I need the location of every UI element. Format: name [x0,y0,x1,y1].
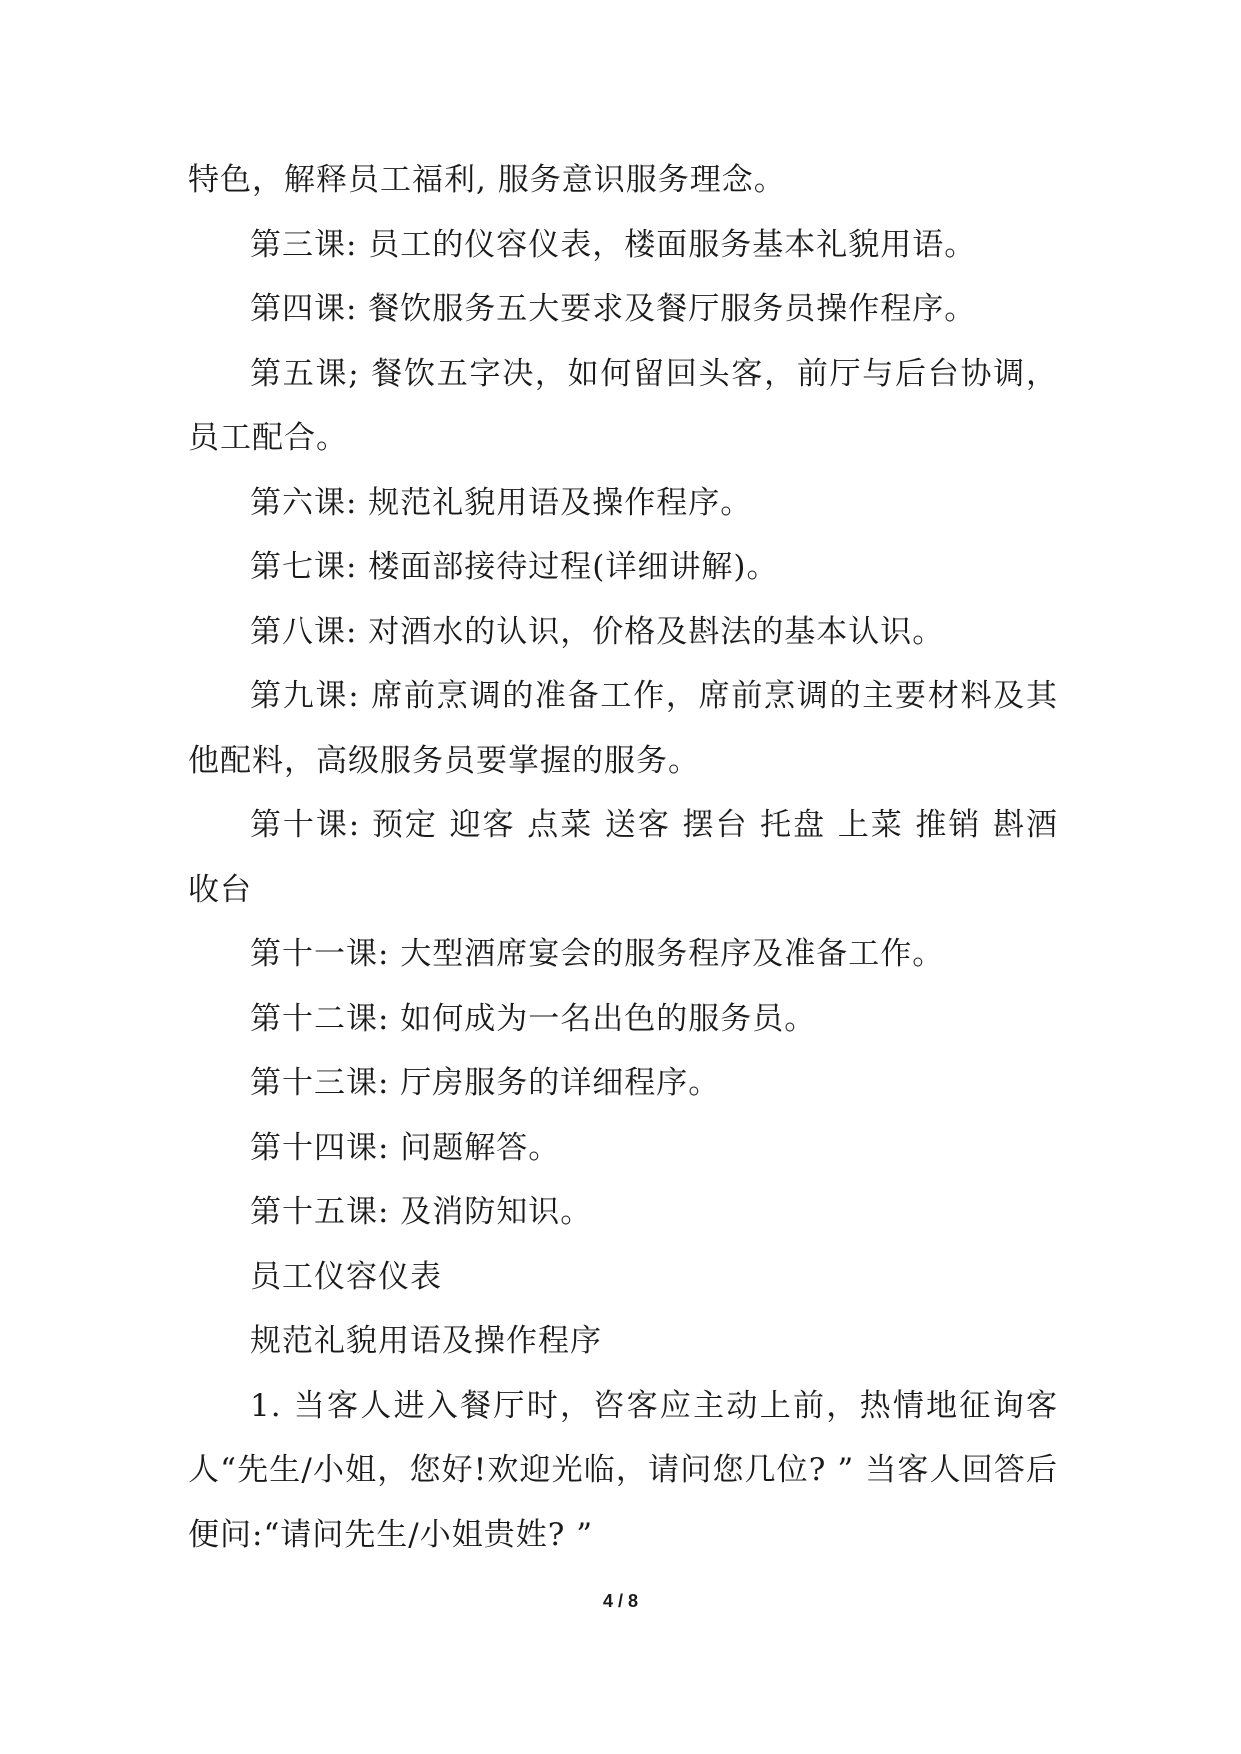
paragraph-9: 第十课: 预定 迎客 点菜 送客 摆台 托盘 上菜 推销 斟酒 收台 [188,807,1058,908]
section-heading-grooming: 员工仪容仪表 [250,1258,442,1295]
paragraph-5: 第六课: 规范礼貌用语及操作程序。 [250,484,753,521]
paragraph-10: 第十一课: 大型酒席宴会的服务程序及准备工作。 [250,936,945,972]
document-body [188,148,1058,1567]
paragraph-3: 第四课: 餐饮服务五大要求及餐厅服务员操作程序。 [250,291,977,327]
paragraph-2: 第三课: 员工的仪容仪表，楼面服务基本礼貌用语。 [250,226,977,263]
paragraph-1: 特色，解释员工福利, 服务意识服务理念。 [188,162,786,198]
paragraph-17: 1. 当客人进入餐厅时，咨客应主动上前，热情地征询客人“先生/小姐，您好!欢迎光临，请问您几位? ” 当客人回答后便问:“请问先生/小姐贵姓? ” [188,1387,1058,1553]
paragraph-7: 第八课: 对酒水的认识，价格及斟法的基本认识。 [250,613,945,650]
paragraph-12: 第十三课: 厅房服务的详细程序。 [250,1065,721,1101]
paragraph-13: 第十四课: 问题解答。 [250,1129,561,1166]
paragraph-6: 第七课: 楼面部接待过程(详细讲解)。 [250,549,779,585]
paragraph-11: 第十二课: 如何成为一名出色的服务员。 [250,1000,817,1037]
paragraph-8: 第九课: 席前烹调的准备工作，席前烹调的主要材料及其他配料，高级服务员要掌握的服务。 [188,678,1058,779]
section-heading-courtesy: 规范礼貌用语及操作程序 [250,1323,602,1359]
paragraph-14: 第十五课: 及消防知识。 [250,1194,593,1230]
page-number: 4 / 8 [602,1591,639,1611]
paragraph-4: 第五课; 餐饮五字决，如何留回头客，前厅与后台协调，员工配合。 [188,355,1058,456]
